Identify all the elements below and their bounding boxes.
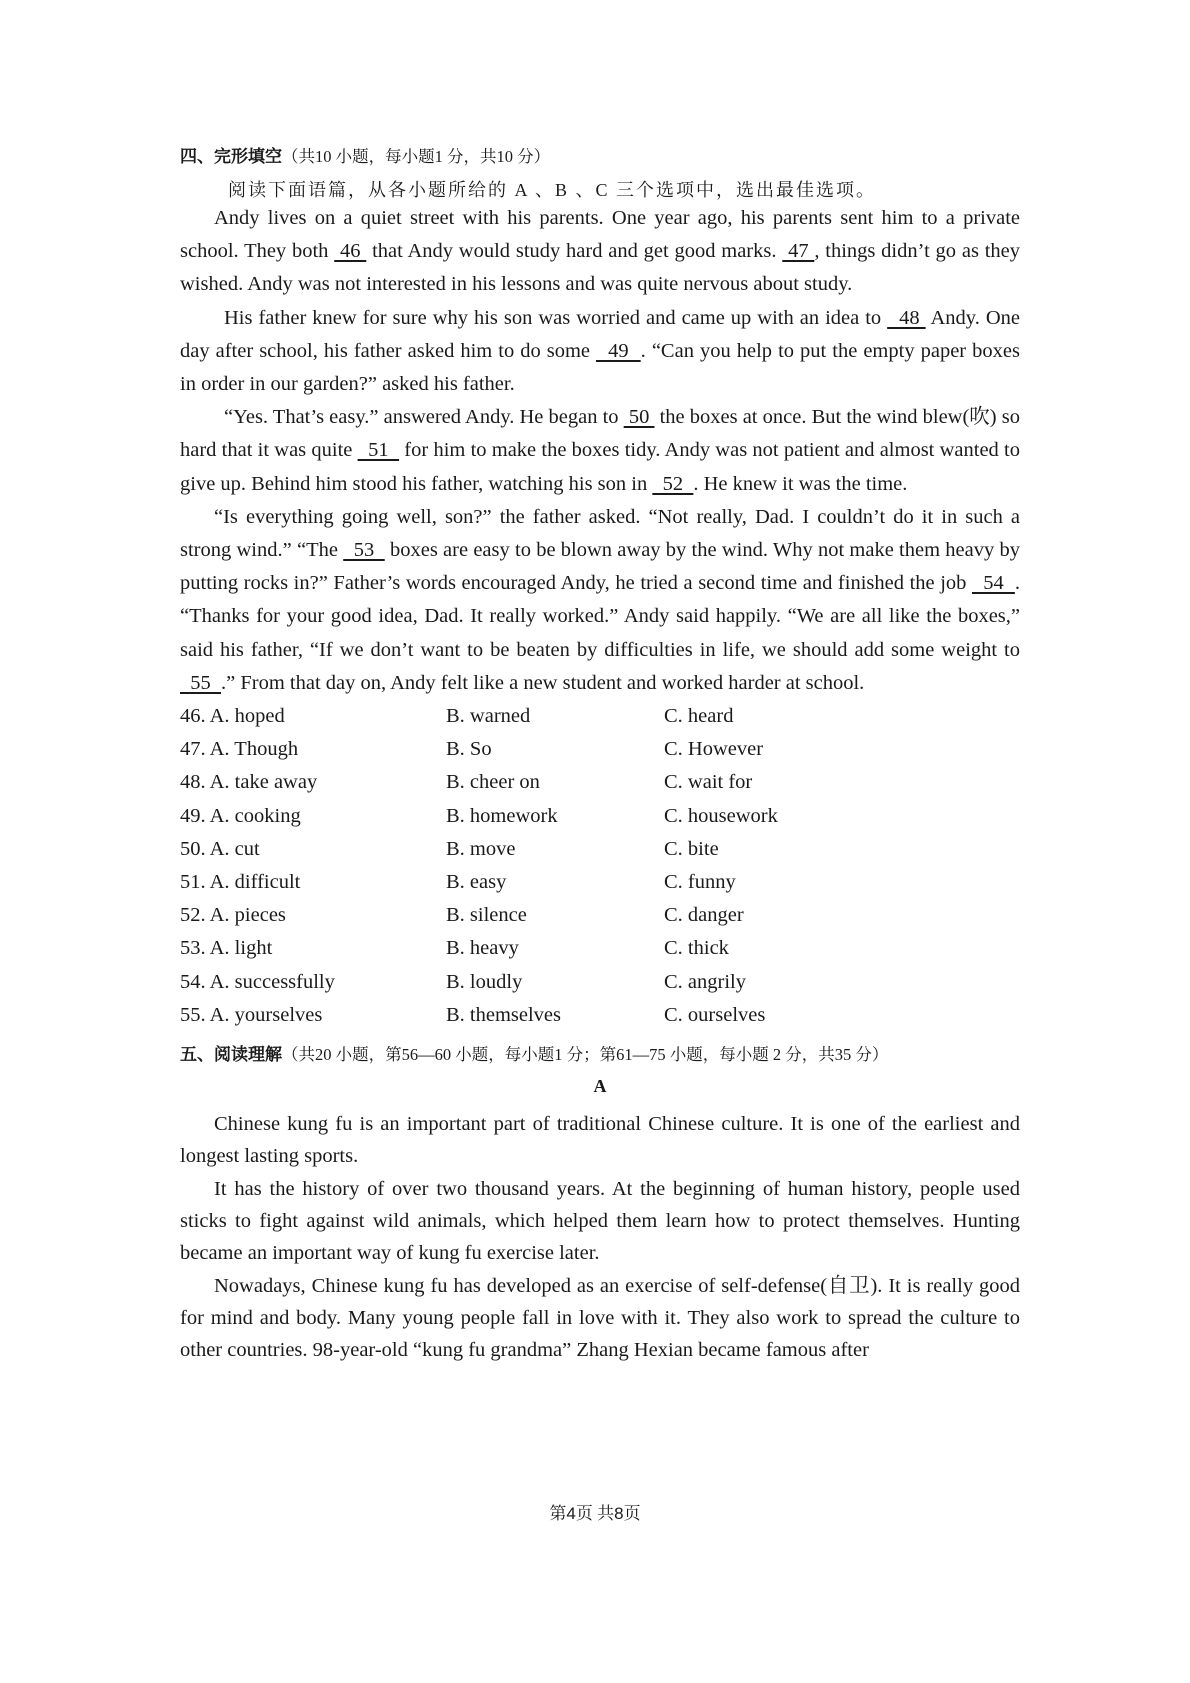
option-a: 52. A. pieces [180,904,286,927]
reading-paragraph-2: It has the history of over two thousand years. At the beginning of human history, people used sticks to fight against wild animals, which helped them learn how to protect themselves. Hunting became an important way of kung fu exercise later. [180,1177,1020,1265]
option-row-54 [180,966,778,999]
option-row-50 [180,833,778,866]
option-row-47 [180,733,778,766]
section5-title: 五、阅读理解 [180,1045,282,1066]
option-row-52 [180,899,778,932]
option-c: C. heard [664,705,734,728]
option-a: 48. A. take away [180,771,318,794]
option-b: B. So [446,738,492,761]
page-total: 8 [614,1504,624,1523]
passage-a-title: A [593,1076,607,1097]
options-table [180,700,778,1032]
section4-header [180,144,1020,168]
option-b: B. easy [446,871,507,894]
option-row-51 [180,866,778,899]
reading-paragraph-3: Nowadays, Chinese kung fu has developed as an exercise of self-defense(自卫). It is really good for mind and body. Many young people fall in love with it. They also work to spread the culture to other countries. 98-year-old “kung fu grandma” Zhang Hexian became famous after [180,1274,1020,1362]
paragraph-2: His father knew for sure why his son was worried and came up with an idea to 48 Andy. One day after school, his father asked him to do some 49 . “Can you help to put the empty paper boxes in order in our garden?” asked his father. [180,306,1020,396]
option-a: 53. A. light [180,937,273,960]
option-a: 54. A. successfully [180,970,335,993]
blank-47: 47 [782,240,815,263]
option-c: C. danger [664,904,744,927]
option-c: C. bite [664,837,719,860]
section4-title: 四、完形填空 [180,147,282,167]
blank-48: 48 [887,306,926,329]
section5-header [180,1042,1020,1066]
option-c: C. funny [664,871,736,894]
section4-note: （共10 小题，每小题1 分，共10 分） [282,147,551,166]
exam-page [180,144,1020,1366]
blank-46: 46 [334,240,367,263]
option-b: B. loudly [446,970,523,993]
section5-note: （共20 小题，第56—60 小题，每小题1 分；第61—75 小题，每小题 2 分，共35 分） [282,1045,889,1065]
option-c: C. wait for [664,771,753,794]
option-a: 50. A. cut [180,837,260,860]
option-b: B. heavy [446,937,519,960]
option-row-49 [180,800,778,833]
paragraph-3: “Yes. That’s easy.” answered Andy. He began to 50 the boxes at once. But the wind blew(吹) so hard that it was quite 51 for him to make the boxes tidy. Andy was not patient and almost wanted to give up. Behind him stood his father, watching his son in 52 . He knew it was the time. [180,406,1020,495]
option-row-46 [180,700,778,733]
blank-51: 51 [357,439,400,462]
blank-52: 52 [652,472,694,495]
blank-54: 54 [972,572,1015,595]
option-row-53 [180,932,778,965]
option-c: C. However [664,738,764,761]
option-b: B. move [446,837,516,860]
blank-53: 53 [343,539,385,562]
page-footer: 第4页 共8页 [549,1504,641,1523]
option-b: B. warned [446,705,531,728]
option-b: B. themselves [446,1003,562,1026]
blank-55: 55 [180,671,221,694]
option-a: 55. A. yourselves [180,1003,323,1026]
option-a: 46. A. hoped [180,705,285,728]
option-a: 51. A. difficult [180,871,301,894]
reading-passage-a [180,1108,1020,1366]
reading-paragraph-1: Chinese kung fu is an important part of traditional Chinese culture. It is one of the earliest and longest lasting sports. [180,1113,1020,1168]
option-c: C. ourselves [664,1003,766,1026]
option-row-55 [180,999,778,1032]
option-a: 47. A. Though [180,738,299,761]
option-b: B. homework [446,804,558,827]
option-b: B. cheer on [446,771,540,794]
page-number: 4 [566,1504,576,1523]
paragraph-4: “Is everything going well, son?” the father asked. “Not really, Dad. I couldn’t do it in such a strong wind.” “The 53 boxes are easy to be blown away by the wind. Why not make them heavy by putting rocks in?” Father’s words encouraged Andy, he tried a second time and finished the job 54 . “Thanks for your good idea, Dad. It really worked.” Andy said happily. “We are all like the boxes,” said his father, “If we don’t want to be beaten by difficulties in life, we should add some weight to 55 .” From that day on, Andy felt like a new student and worked harder at school. [180,505,1020,694]
option-a: 49. A. cooking [180,804,301,827]
blank-49: 49 [596,339,641,362]
blank-50: 50 [623,406,655,429]
cloze-passage [180,202,1020,700]
option-c: C. housework [664,804,778,827]
section4-instruction: 阅读下面语篇，从各小题所给的 A 、B 、C 三个选项中，选出最佳选项。 [228,180,877,200]
option-b: B. silence [446,904,527,927]
option-row-48 [180,766,778,799]
option-c: C. thick [664,937,729,960]
option-c: C. angrily [664,970,746,993]
paragraph-1: Andy lives on a quiet street with his parents. One year ago, his parents sent him to a private school. They both 46 that Andy would study hard and get good marks. 47 , things didn’t go as they wished. Andy was not interested in his lessons and was quite nervous about study. [180,207,1021,296]
